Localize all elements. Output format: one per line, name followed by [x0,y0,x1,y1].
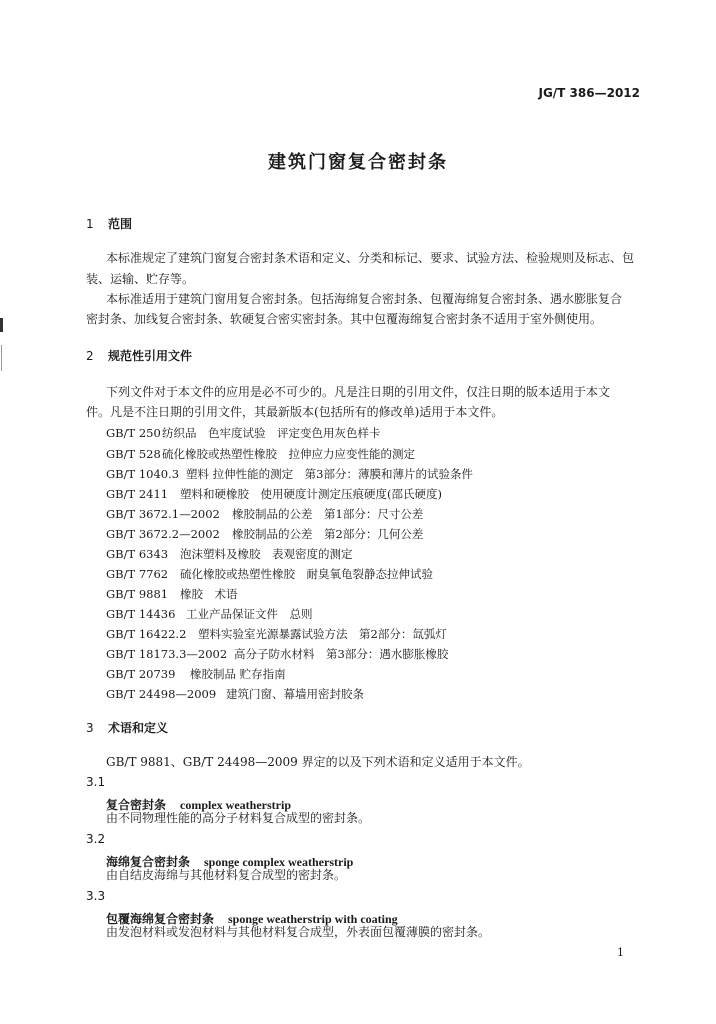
reference-code: GB/T 6343 [106,547,169,561]
scan-mark [0,318,3,332]
reference-title: 泡沫塑料及橡胶 表观密度的测定 [180,547,353,561]
standard-number: JG/T 386—2012 [538,86,640,100]
reference-code: GB/T 528 [106,447,161,461]
reference-title: 纺织品 色牢度试验 评定变色用灰色样卡 [162,426,381,440]
reference-item [106,466,473,482]
reference-title: 硫化橡胶或热塑性橡胶 耐臭氧龟裂静态拉伸试验 [180,567,433,581]
reference-title: 工业产品保证文件 总则 [186,607,313,621]
section-number: 3 [86,721,94,735]
term-zh: 复合密封条 [106,798,167,812]
reference-item [106,686,364,702]
paragraph-line: 本标准适用于建筑门窗用复合密封条。包括海绵复合密封条、包覆海绵复合密封条、遇水膨胀复合 [106,292,623,306]
reference-item [106,506,423,522]
paragraph-line: 件。凡是不注日期的引用文件，其最新版本(包括所有的修改单)适用于本文件。 [86,405,504,419]
reference-code: GB/T 14436 [106,607,176,621]
reference-item [106,606,313,622]
reference-item [106,646,448,662]
term-definition: 由不同物理性能的高分子材料复合成型的密封条。 [106,811,371,825]
reference-code: GB/T 1040.3 [106,467,180,481]
reference-title: 塑料实验室光源暴露试验方法 第2部分：氙弧灯 [198,627,447,641]
term-definition: 由自结皮海绵与其他材料复合成型的密封条。 [106,868,347,882]
reference-item [106,486,442,502]
reference-code: GB/T 7762 [106,567,169,581]
reference-title: 橡胶 术语 [180,587,238,601]
reference-code: GB/T 9881 [106,587,169,601]
reference-code: GB/T 2411 [106,487,169,501]
term-definition: 由发泡材料或发泡材料与其他材料复合成型，外表面包覆薄膜的密封条。 [106,925,491,939]
reference-title: 建筑门窗、幕墙用密封胶条 [226,687,364,701]
reference-title: 塑料和硬橡胶 使用硬度计测定压痕硬度(邵氏硬度) [180,487,442,501]
section-number: 2 [86,349,94,363]
reference-item [106,446,415,462]
paragraph-line: 装、运输、贮存等。 [86,272,195,286]
reference-title: 高分子防水材料 第3部分：遇水膨胀橡胶 [234,647,449,661]
term-en: sponge complex weatherstrip [204,855,354,869]
paragraph-line: 密封条、加线复合密封条、软硬复合密实密封条。其中包覆海绵复合密封条不适用于室外侧使用。 [86,312,603,326]
term-en: complex weatherstrip [180,798,291,812]
reference-title: 塑料 拉伸性能的测定 第3部分：薄膜和薄片的试验条件 [186,467,473,481]
term-zh: 包覆海绵复合密封条 [106,912,215,926]
reference-title: 硫化橡胶或热塑性橡胶 拉伸应力应变性能的测定 [162,447,415,461]
paragraph-line: GB/T 9881、GB/T 24498—2009 界定的以及下列术语和定义适用于本文件。 [106,755,530,769]
section-3-heading [86,719,168,736]
term-number: 3.3 [86,889,106,903]
reference-code: GB/T 250 [106,426,161,440]
reference-code: GB/T 16422.2 [106,627,187,641]
term-number: 3.1 [86,775,106,789]
paragraph-line: 下列文件对于本文件的应用是必不可少的。凡是注日期的引用文件，仅注日期的版本适用于本文 [106,385,611,399]
reference-code: GB/T 3672.2—2002 [106,527,220,541]
reference-item [106,546,353,562]
term-zh: 海绵复合密封条 [106,855,191,869]
reference-code: GB/T 18173.3—2002 [106,647,228,661]
reference-item [106,425,381,441]
term-en: sponge weatherstrip with coating [228,912,398,926]
page-number: 1 [617,946,624,959]
reference-code: GB/T 3672.1—2002 [106,507,220,521]
reference-item [106,666,286,682]
reference-item [106,566,433,582]
reference-code: GB/T 20739 [106,667,176,681]
scan-mark [1,345,2,371]
reference-item [106,526,423,542]
section-title: 规范性引用文件 [108,349,193,363]
section-number: 1 [86,217,94,231]
paragraph-line: 本标准规定了建筑门窗复合密封条术语和定义、分类和标记、要求、试验方法、检验规则及标志、包 [106,251,635,265]
reference-item [106,626,447,642]
reference-title: 橡胶制品 贮存指南 [190,667,286,681]
term-number: 3.2 [86,832,106,846]
section-title: 范围 [108,217,133,231]
reference-title: 橡胶制品的公差 第2部分：几何公差 [232,527,424,541]
document-title: 建筑门窗复合密封条 [268,152,448,173]
reference-item [106,586,238,602]
reference-title: 橡胶制品的公差 第1部分：尺寸公差 [232,507,424,521]
section-2-heading [86,347,192,364]
reference-code: GB/T 24498—2009 [106,687,217,701]
section-title: 术语和定义 [108,721,169,735]
section-1-heading [86,215,132,232]
